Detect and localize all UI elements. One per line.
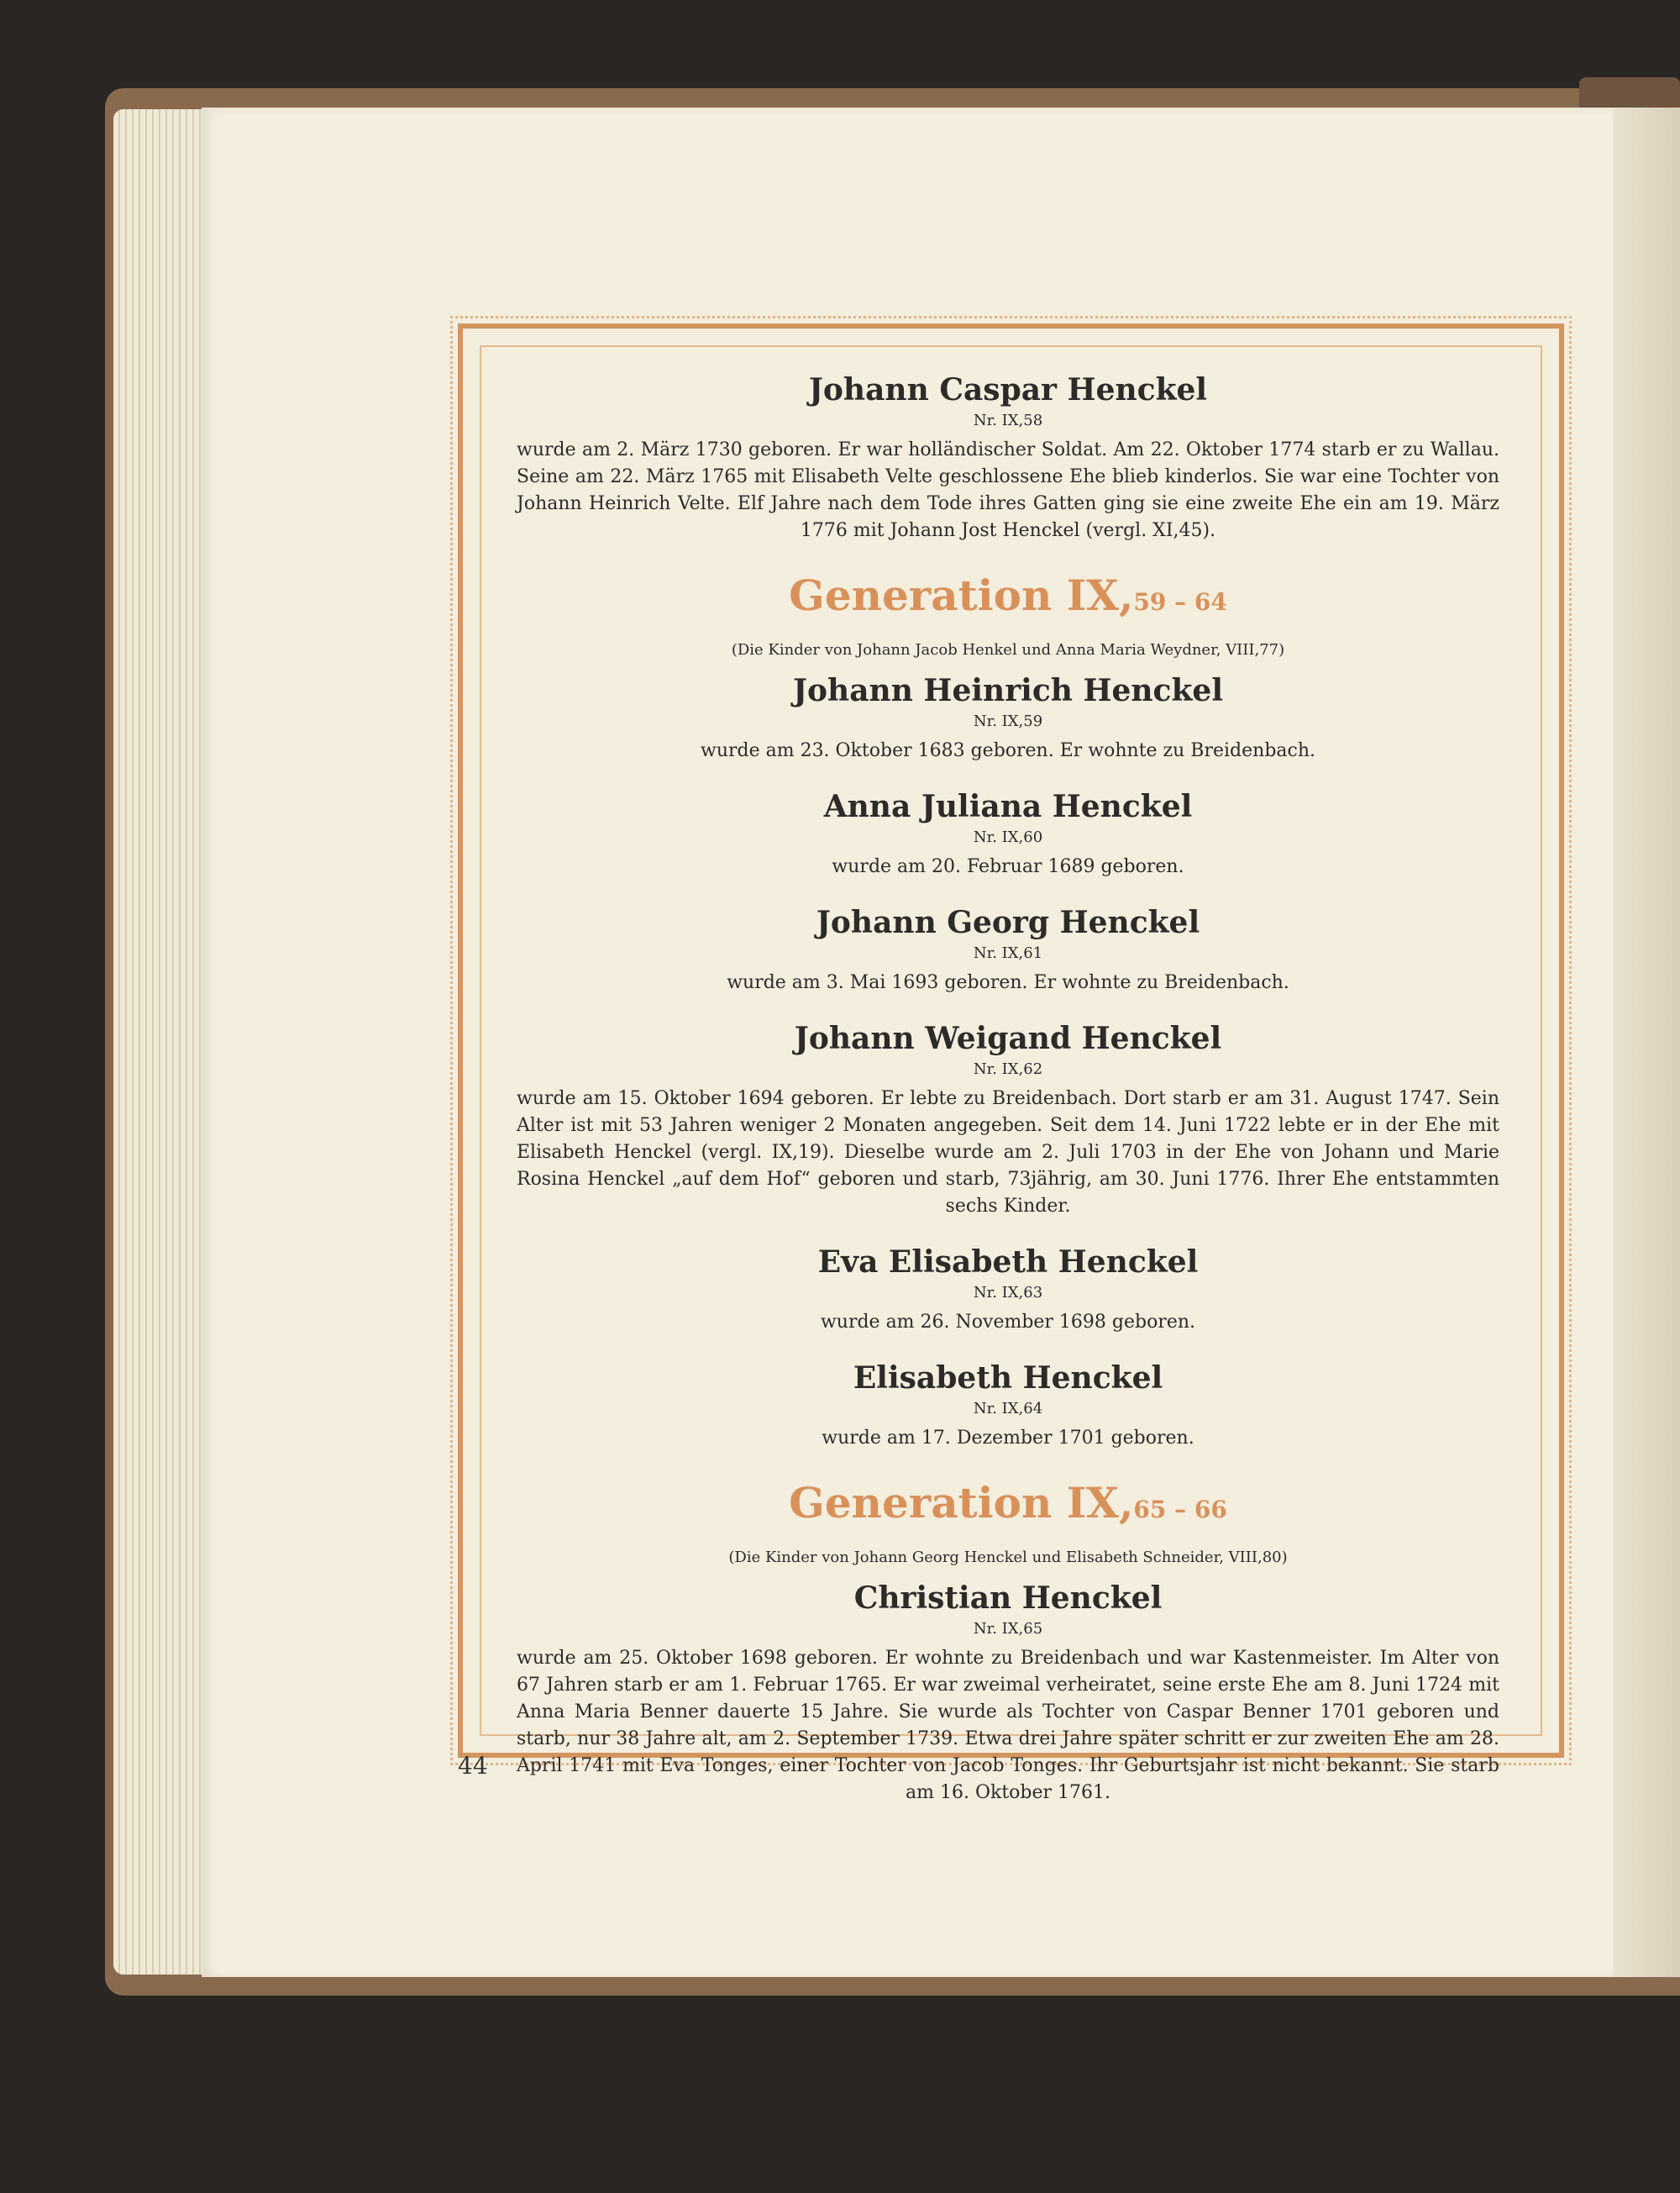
person-name: Elisabeth Henckel	[853, 1360, 1163, 1396]
person-name: Johann Caspar Henckel	[808, 372, 1208, 408]
person-name: Christian Henckel	[853, 1580, 1163, 1616]
generation-parents: (Die Kinder von Johann Georg Henckel und Elisabeth Schneider, VIII,80)	[728, 1549, 1288, 1566]
person-number: Nr. IX,63	[973, 1284, 1043, 1302]
generation-range: 65 – 66	[1133, 1496, 1227, 1523]
person-number: Nr. IX,58	[973, 412, 1043, 429]
generation-title: Generation IX,	[789, 1478, 1134, 1528]
person-text: wurde am 17. Dezember 1701 geboren.	[822, 1428, 1194, 1449]
person-name: Eva Elisabeth Henckel	[817, 1244, 1199, 1280]
person-number: Nr. IX,64	[973, 1400, 1043, 1417]
person-number: Nr. IX,62	[973, 1060, 1043, 1078]
page-edges	[113, 109, 214, 1975]
page-gutter	[1613, 108, 1680, 1977]
person-number: Nr. IX,61	[973, 944, 1043, 962]
entry-ix-61	[517, 902, 1499, 997]
person-name: Anna Juliana Henckel	[823, 789, 1193, 824]
person-name: Johann Weigand Henckel	[794, 1021, 1222, 1056]
person-text: wurde am 23. Oktober 1683 geboren. Er wohnte zu Breidenbach.	[700, 740, 1315, 761]
generation-heading	[517, 1474, 1499, 1539]
page-number: 44	[458, 1752, 488, 1780]
entry-ix-65	[517, 1578, 1499, 1806]
person-text: wurde am 3. Mai 1693 geboren. Er wohnte zu Breidenbach.	[727, 972, 1289, 993]
genealogy-content	[517, 370, 1499, 1828]
person-number: Nr. IX,60	[973, 828, 1043, 846]
generation-heading	[517, 566, 1499, 632]
entry-ix-62	[517, 1018, 1499, 1220]
person-text: wurde am 25. Oktober 1698 geboren. Er wohnte zu Breidenbach und war Kastenmeister. Im Alter von 67 Jahren starb er am 1. Februar 1765. Er war zweimal verheiratet, seine erste Ehe am 8. Juni 1724 mit Anna Maria Benner dauerte 15 Jahre. Sie wurde als Tochter von Caspar Benner 1701 geboren und starb, nur 38 Jahre alt, am 2. September 1739. Etwa drei Jahre später schritt er zur zweiten Ehe am 28. April 1741 mit Eva Tonges, einer Tochter von Jacob Tonges. Ihr Geburtsjahr ist nicht bekannt. Sie starb am 16. Oktober 1761.	[517, 1648, 1499, 1803]
person-text: wurde am 20. Februar 1689 geboren.	[832, 856, 1184, 877]
person-text: wurde am 15. Oktober 1694 geboren. Er lebte zu Breidenbach. Dort starb er am 31. August 1747. Sein Alter ist mit 53 Jahren weniger 2 Monaten angegeben. Seit dem 14. Juni 1722 lebte er in der Ehe mit Elisabeth Henckel (vergl. IX,19). Dieselbe wurde am 2. Juli 1703 in der Ehe von Johann und Marie Rosina Henckel „auf dem Hof“ geboren und starb, 73jährig, am 30. Juni 1776. Ihrer Ehe entstammten sechs Kinder.	[517, 1088, 1499, 1217]
person-number: Nr. IX,59	[973, 713, 1043, 730]
entry-ix-60	[517, 786, 1499, 881]
person-name: Johann Heinrich Henckel	[793, 673, 1223, 708]
generation-range: 59 – 64	[1133, 588, 1227, 616]
person-text: wurde am 26. November 1698 geboren.	[820, 1312, 1196, 1333]
entry-ix-59	[517, 671, 1499, 765]
entry-ix-64	[517, 1358, 1499, 1452]
person-number: Nr. IX,65	[973, 1620, 1043, 1638]
person-name: Johann Georg Henckel	[816, 905, 1200, 940]
person-text: wurde am 2. März 1730 geboren. Er war holländischer Soldat. Am 22. Oktober 1774 starb er zu Wallau. Seine am 22. März 1765 mit Elisabeth Velte geschlossene Ehe blieb kinderlos. Sie war eine Tochter von Johann Heinrich Velte. Elf Jahre nach dem Tode ihres Gatten ging sie eine zweite Ehe ein am 19. März 1776 mit Johann Jost Henckel (vergl. XI,45).	[517, 439, 1499, 541]
entry-ix-63	[517, 1242, 1499, 1336]
generation-parents: (Die Kinder von Johann Jacob Henkel und Anna Maria Weydner, VIII,77)	[731, 641, 1285, 659]
generation-title: Generation IX,	[789, 571, 1134, 620]
entry-ix-58	[517, 370, 1499, 544]
